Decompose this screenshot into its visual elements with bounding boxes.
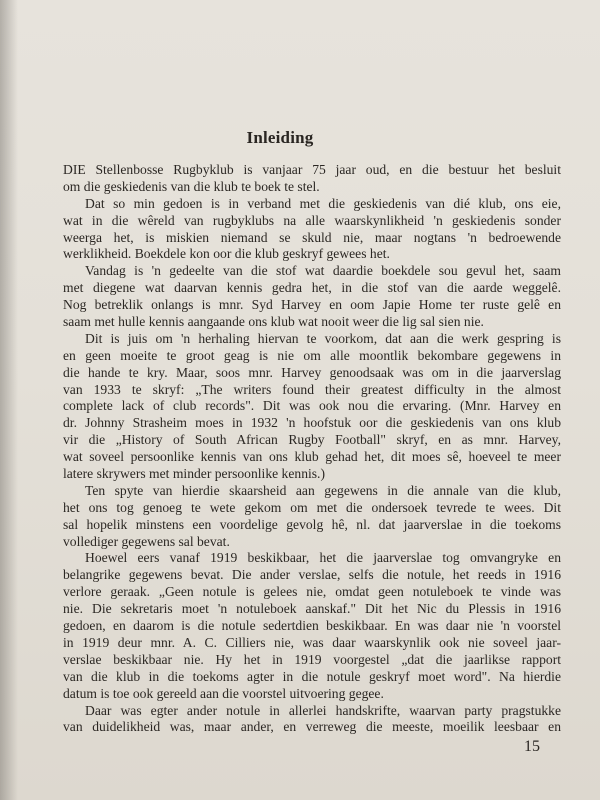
text-line: datum is toe ook gereeld aan die voorstel uitvoering gegee. [63,685,384,701]
text-line: complete lack of club records". Dit was ook nou die ervaring. (Mnr. Harvey en [63,398,561,414]
text-line: en geen moeite te groot geag is nie om alle moontlik bekombare gegewens in [63,347,561,363]
text-line: Vandag is 'n gedeelte van die stof wat daardie boekdele sou gevul het, saam [85,263,561,279]
text-line: wat soveel persoonlike kennis van ons klub gehad het, dit moes sê, hoeveel te meer [63,449,561,465]
text-line: werklikheid. Boekdele kon oor die klub geskryf gewees het. [63,246,390,262]
text-line: die hande te kry. Maar, soos mnr. Harvey genoodsaak was om in die jaarverslag [63,364,561,380]
text-line: Nog betreklik onlangs is mnr. Syd Harvey en oom Japie Home ter ruste gelê en [63,297,561,313]
text-line: van die klub in die toekoms agter in die notule geskryf moet word". Na hierdie [63,668,561,684]
text-line: weerga het, is miskien niemand se skuld nie, maar nogtans 'n bedroewende [63,229,561,245]
text-line: gedoen, en daarom is die notule sedertdien beskikbaar. En was daar nie 'n voorstel [63,618,561,634]
text-line: van duidelikheid was, maar ander, en verreweg die meeste, moeilik leesbaar en [63,719,561,735]
text-line: om die geskiedenis van die klub te boek te stel. [63,178,320,194]
text-line: wat in die wêreld van rugbyklubs na alle waarskynlikheid 'n geskiedenis sonder [63,212,561,228]
text-line: saam met hulle kennis aangaande ons klub wat nooit weer die lig sal sien nie. [63,314,484,330]
text-line: DIE Stellenbosse Rugbyklub is vanjaar 75 jaar oud, en die bestuur het besluit [63,162,561,177]
page-title: Inleiding [246,128,314,147]
text-line: Ten spyte van hierdie skaarsheid aan gegewens in die annale van die klub, [85,482,561,498]
text-line: Daar was egter ander notule in allerlei handskrifte, waarvan party pragstukke [85,702,561,718]
text-line: nie. Die sekretaris moet 'n notuleboek aanskaf." Dit het Nic du Plessis in 1916 [63,601,561,617]
text-line: het ons tog genoeg te wete gekom om met die ondersoek tevrede te wees. Dit [63,499,561,515]
text-line: verlore geraak. „Geen notule is gelees nie, omdat geen notuleboek te vinde was [63,584,561,600]
text-line: Dit is juis om 'n herhaling hiervan te voorkom, dat aan die werk gespring is [85,330,561,346]
text-line: sal hopelik minstens een voordelige gevolg hê, nl. dat jaarverslae in die toekoms [63,516,561,532]
text-line: met diegene wat daarvan kennis gedra het, in die stof van die aarde weggelê. [63,280,561,296]
text-line: belangrike gegewens bevat. Die ander verslae, selfs die notule, het reeds in 1916 [63,567,561,583]
page-number: 15 [524,738,540,755]
text-line: in 1919 deur mnr. A. C. Cilliers nie, was daar waarskynlik ook nie soveel jaar- [63,634,561,650]
body-text [63,162,561,736]
text-line: verslae beskikbaar nie. Hy het in 1919 voorgestel „dat die jaarlikse rapport [63,651,561,667]
text-line: latere skrywers met minder persoonlike kennis.) [63,466,325,482]
text-line: Hoewel eers vanaf 1919 beskikbaar, het die jaarverslae tog omvangryke en [85,550,561,566]
text-line: vollediger gegewens sal bevat. [63,533,230,549]
page-gutter-shadow [0,0,18,800]
text-line: vir die „History of South African Rugby Football" skryf, en as mnr. Harvey, [63,432,561,448]
text-line: van 1933 te skryf: „The writers found their greatest difficulty in the almost [63,381,561,397]
text-line: Dat so min gedoen is in verband met die geskiedenis van dié klub, ons eie, [85,195,561,211]
text-line: dr. Johnny Strasheim moes in 1932 'n hoofstuk oor die geskiedenis van ons klub [63,415,561,431]
